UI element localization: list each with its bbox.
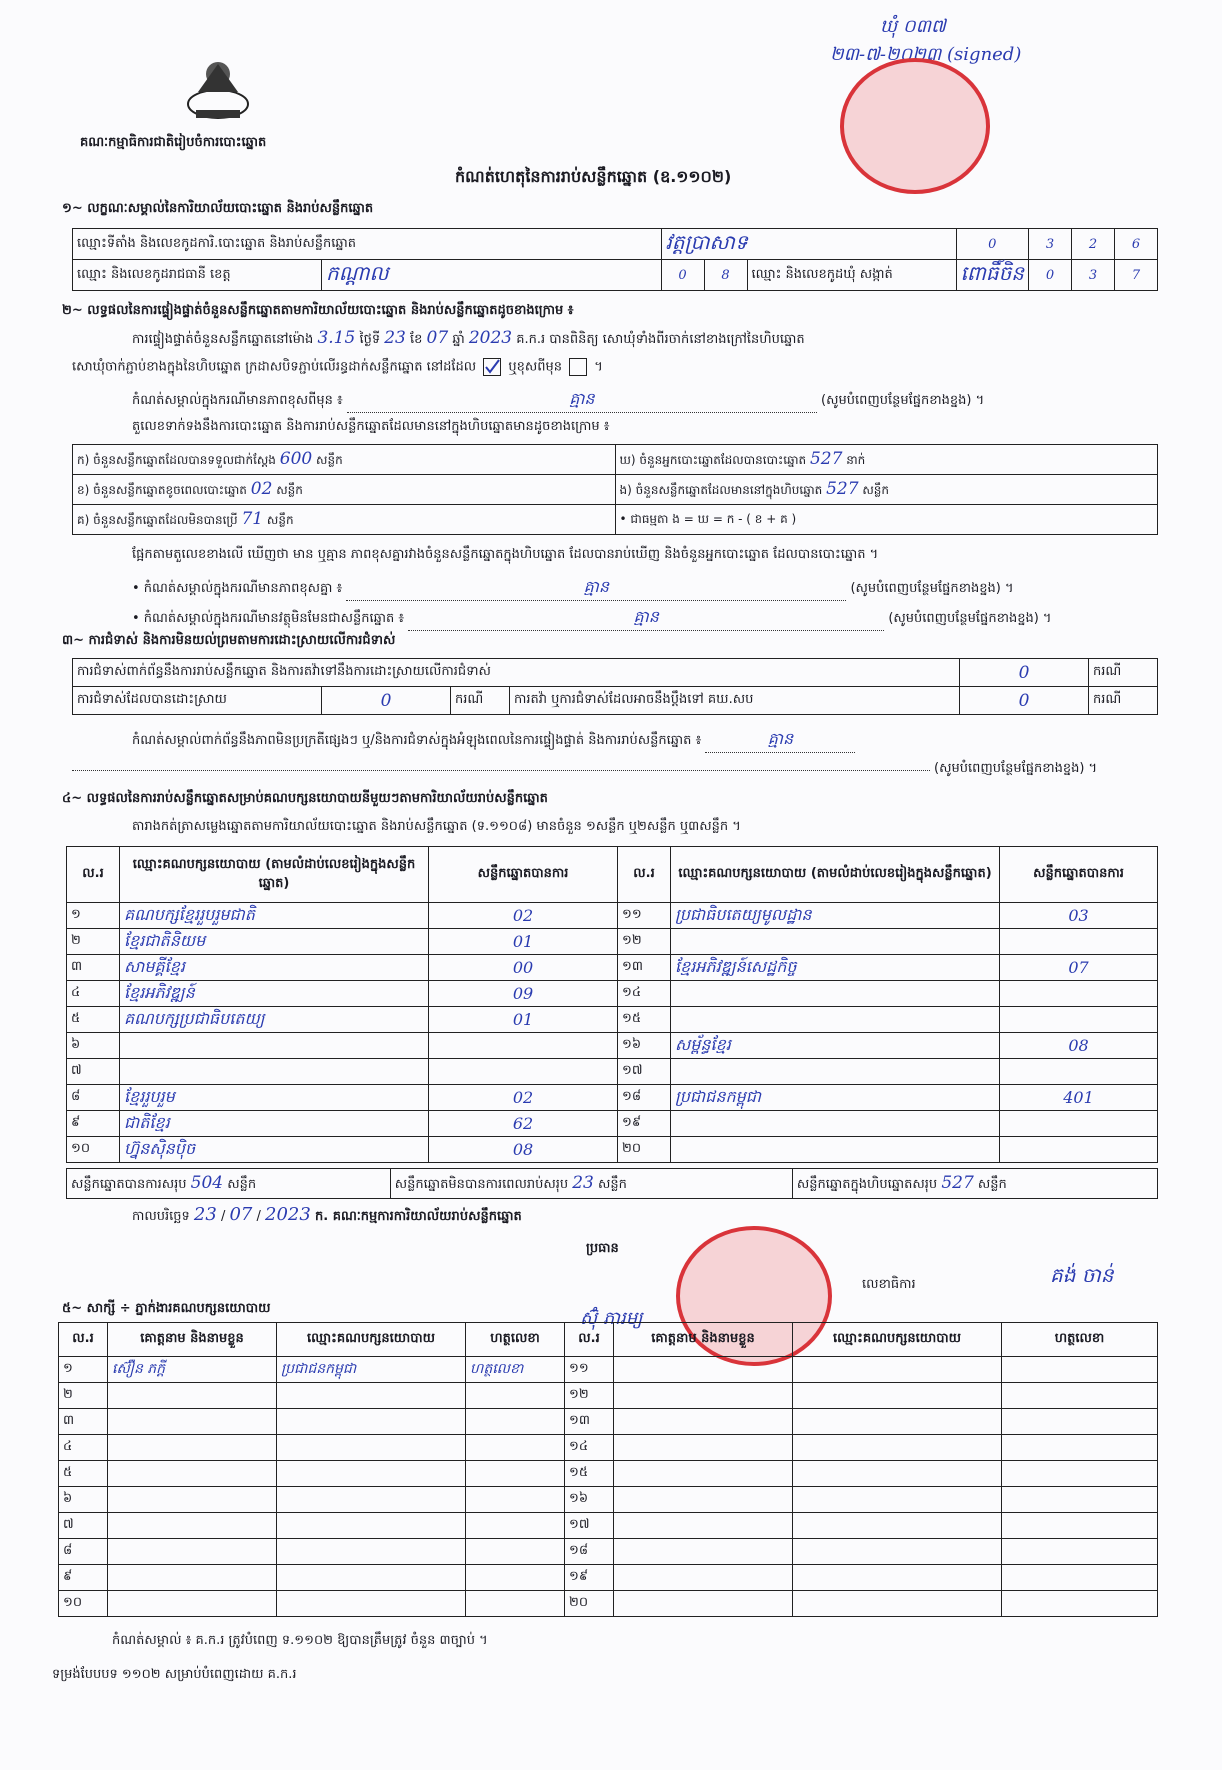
irregularity-continuation: [72, 770, 930, 771]
spoiled-unit: សន្លឹក: [276, 483, 303, 497]
result-party: សម្ព័ន្ធខ្មែរ: [671, 1033, 1000, 1059]
witness-name: ស៊ឿន ភក្ដី: [108, 1357, 277, 1383]
witness-no: ៧: [59, 1513, 108, 1539]
table-row: [67, 1007, 1158, 1033]
total-box-value: 527: [941, 1172, 974, 1193]
irregularity-label: កំណត់សម្គាល់ពាក់ព័ន្ធនឹងភាពមិនប្រក្រតីផ្សេងៗ ឬ/និងការជំទាស់ក្នុងអំឡុងពេលនៃការផ្ទៀងផ្ទាត់ និងការរាប់សន្លឹកឆ្នោត ៖: [132, 733, 702, 748]
result-no: ១: [67, 903, 120, 929]
station-code-2: 3: [1029, 229, 1072, 260]
result-party: [671, 1137, 1000, 1163]
result-no: ៥: [67, 1007, 120, 1033]
result-no: ៤: [67, 981, 120, 1007]
result-party: ប្រជាជនកម្ពុជា: [671, 1085, 1000, 1111]
result-no: ១៦: [618, 1033, 671, 1059]
witness-no: ៨: [59, 1539, 108, 1565]
station-name: វត្តប្រាសាទ: [661, 229, 956, 260]
col-votes-left: សន្លឹកឆ្នោតបានការ: [429, 847, 618, 903]
footer-form-code: ទម្រង់បែបបទ ១១០២ សម្រាប់បំពេញដោយ គ.ក.រ: [52, 1667, 297, 1682]
witness-no: ១៨: [565, 1539, 614, 1565]
appeal-value: 0: [960, 687, 1089, 715]
table-row: [67, 1111, 1158, 1137]
result-no: ១០: [67, 1137, 120, 1163]
verification-prefix: ការផ្ទៀងផ្ទាត់ចំនួនសន្លឹកឆ្នោតនៅម៉ោង: [132, 332, 314, 347]
witness-signature: [466, 1435, 565, 1461]
witness-no: ៣: [59, 1409, 108, 1435]
total-box-unit: សន្លឹក: [977, 1176, 1007, 1192]
result-party: ខ្មែរជាតិនិយម: [120, 929, 429, 955]
change-note: [132, 388, 1162, 413]
in-box-label: ង) ចំនួនសន្លឹកឆ្នោតដែលមាននៅក្នុងហិបឆ្នោត: [619, 483, 823, 497]
objections-table: [72, 658, 1158, 715]
appeal-unit: ករណី: [1089, 687, 1158, 715]
witness-name: [614, 1461, 793, 1487]
total-invalid-label: សន្លឹកឆ្នោតមិនបានការពេលរាប់សរុប: [394, 1176, 569, 1192]
verification-line: [132, 328, 1162, 350]
section1-title: ១~ លក្ខណៈសម្គាល់នៃការិយាល័យបោះឆ្នោត និងរាប់សន្លឹកឆ្នោត: [62, 201, 374, 216]
witness-name: [614, 1435, 793, 1461]
witness-name: [614, 1487, 793, 1513]
date-year: 2023: [265, 1204, 311, 1225]
commune-code-2: 3: [1072, 260, 1115, 291]
witness-signature: ហត្ថលេខា: [466, 1357, 565, 1383]
committee-signoff: ក. គណៈកម្មការការិយាល័យរាប់សន្លឹកឆ្នោត: [314, 1209, 522, 1224]
witness-name: [614, 1591, 793, 1617]
result-no: ៣: [67, 955, 120, 981]
table-row: [67, 929, 1158, 955]
witness-signature: [1002, 1591, 1158, 1617]
chair-signature: ស៊ុំ ភារម្យ: [580, 1308, 643, 1329]
table-row: [59, 1435, 1158, 1461]
commune-name: ពោធិ៍ចិន: [956, 260, 1028, 291]
witness-signature: [1002, 1487, 1158, 1513]
irregularity-hint: (សូមបំពេញបន្ថែមផ្នែកខាងខ្នង) ។: [934, 761, 1098, 776]
date-month: 07: [229, 1204, 253, 1225]
witness-party: [277, 1565, 466, 1591]
result-no: ១៣: [618, 955, 671, 981]
received-label: ក) ចំនួនសន្លឹកឆ្នោតដែលបានទទួលជាក់ស្ដែង: [77, 453, 276, 467]
witness-no: ១៧: [565, 1513, 614, 1539]
result-no: ៨: [67, 1085, 120, 1111]
witness-no: ៩: [59, 1565, 108, 1591]
w-col-no-left: ល.រ: [59, 1323, 108, 1357]
totals-row: [66, 1168, 1158, 1199]
witness-party: ប្រជាជនកម្ពុជា: [277, 1357, 466, 1383]
witness-party: [277, 1461, 466, 1487]
witness-party: [277, 1591, 466, 1617]
result-party: ខ្មែរអភិវឌ្ឍន៍: [120, 981, 429, 1007]
form-title: កំណត់ហេតុនៃការរាប់សន្លឹកឆ្នោត (ឧ.១១០២): [455, 167, 732, 186]
witness-name: [108, 1435, 277, 1461]
w-col-sign-right: ហត្ថលេខា: [1002, 1323, 1158, 1357]
total-invalid-value: 23: [572, 1172, 594, 1193]
witness-no: ២០: [565, 1591, 614, 1617]
witness-name: [108, 1591, 277, 1617]
witness-party: [277, 1383, 466, 1409]
witness-no: ១: [59, 1357, 108, 1383]
objection-unit: ករណី: [1089, 659, 1158, 687]
witness-name: [614, 1409, 793, 1435]
witness-signature: [1002, 1461, 1158, 1487]
table-row: [59, 1539, 1158, 1565]
year-label: ឆ្នាំ: [452, 332, 465, 347]
day-label: ថ្ងៃទី: [359, 332, 381, 347]
result-party: [671, 1059, 1000, 1085]
result-votes: 401: [1000, 1085, 1158, 1111]
result-votes: [429, 1059, 618, 1085]
station-code-1: 0: [956, 229, 1028, 260]
results-table: [66, 846, 1158, 1163]
witness-no: ៦: [59, 1487, 108, 1513]
result-no: ១២: [618, 929, 671, 955]
figures-table: [72, 444, 1158, 535]
spoiled-label: ខ) ចំនួនសន្លឹកឆ្នោតខូចពេលបោះឆ្នោត: [77, 483, 247, 497]
table-row: [67, 1059, 1158, 1085]
result-votes: [1000, 1137, 1158, 1163]
witness-party: [793, 1383, 1002, 1409]
witness-no: ១៥: [565, 1461, 614, 1487]
witness-party: [277, 1409, 466, 1435]
witness-name: [614, 1565, 793, 1591]
section3-title: ៣~ ការជំទាស់ និងការមិនយល់ព្រមតាមការដោះស្រាយលើការជំទាស់: [62, 633, 396, 648]
result-party: គណបក្សខ្មែររួបរួមជាតិ: [120, 903, 429, 929]
result-votes: 02: [429, 1085, 618, 1111]
table-row: [67, 903, 1158, 929]
result-votes: 01: [429, 1007, 618, 1033]
result-votes: [1000, 1111, 1158, 1137]
w-col-party-left: ឈ្មោះគណបក្សនយោបាយ: [277, 1323, 466, 1357]
foreign-hint: (សូមបំពេញបន្ថែមផ្នែកខាងខ្នង) ។: [888, 611, 1052, 626]
total-box-label: សន្លឹកឆ្នោតក្នុងហិបឆ្នោតសរុប: [796, 1176, 938, 1192]
table-row: [67, 1085, 1158, 1111]
witness-no: ១៩: [565, 1565, 614, 1591]
result-party: ហ្វ៊ុនស៊ិនប៉ិច: [120, 1137, 429, 1163]
witness-name: [108, 1409, 277, 1435]
result-no: ១១: [618, 903, 671, 929]
section5-title: ៥~ សាក្សី ÷ ភ្នាក់ងារគណបក្សនយោបាយ: [62, 1301, 271, 1316]
result-party: គណបក្សប្រជាធិបតេយ្យ: [120, 1007, 429, 1033]
table-row: [59, 1409, 1158, 1435]
objection-label: ការជំទាស់ពាក់ព័ន្ធនឹងការរាប់សន្លឹកឆ្នោត និងការតវ៉ាទៅនឹងការដោះស្រាយលើការជំទាស់: [73, 659, 960, 687]
w-col-name-left: គោត្តនាម និងនាមខ្លួន: [108, 1323, 277, 1357]
result-no: ១៩: [618, 1111, 671, 1137]
unused-unit: សន្លឹក: [266, 513, 294, 527]
result-votes: 62: [429, 1111, 618, 1137]
date-line: កាលបរិច្ឆេទ 23 / 07 / 2023 ក. គណៈកម្មការការិយាល័យរាប់សន្លឹកឆ្នោត: [132, 1204, 522, 1225]
unused-value: 71: [241, 509, 264, 529]
col-no-right: ល.រ: [618, 847, 671, 903]
foreign-note: [132, 606, 1051, 631]
result-no: ១៥: [618, 1007, 671, 1033]
result-votes: 09: [429, 981, 618, 1007]
result-party: ខ្មែរអភិវឌ្ឍន៍សេដ្ឋកិច្ច: [671, 955, 1000, 981]
result-party: [671, 981, 1000, 1007]
result-party: [671, 1111, 1000, 1137]
witness-name: [108, 1383, 277, 1409]
irregularity-note: [132, 728, 855, 753]
voters-value: 527: [809, 449, 843, 469]
appeal-label: ការតវ៉ា ឬការជំទាស់ដែលអាចនឹងប្ដឹងទៅ គឃ.សប: [510, 687, 960, 715]
commune-code-3: 7: [1115, 260, 1158, 291]
table-row: [59, 1487, 1158, 1513]
station-code-4: 6: [1115, 229, 1158, 260]
table-row: [67, 1137, 1158, 1163]
result-votes: [429, 1033, 618, 1059]
seal-line: សោឃុំចាក់ភ្ជាប់ខាងក្នុងនៃហិបឆ្នោត ក្រដាសបិទភ្ជាប់លើរន្ធដាក់សន្លឹកឆ្នោត នៅដដែល ឬខុសពីមុន ។: [72, 359, 603, 375]
table-row: [59, 1357, 1158, 1383]
date-day: 23: [193, 1204, 217, 1225]
result-party: សាមគ្គីខ្មែរ: [120, 955, 429, 981]
w-col-sign-left: ហត្ថលេខា: [466, 1323, 565, 1357]
committee-name: គណៈកម្មាធិការជាតិរៀបចំការបោះឆ្នោត: [80, 135, 267, 150]
result-no: ២: [67, 929, 120, 955]
witness-party: [793, 1513, 1002, 1539]
witness-party: [793, 1487, 1002, 1513]
result-party: ជាតិខ្មែរ: [120, 1111, 429, 1137]
table-row: [59, 1461, 1158, 1487]
witness-name: [108, 1487, 277, 1513]
witness-party: [793, 1461, 1002, 1487]
result-no: ១៤: [618, 981, 671, 1007]
objection-value: 0: [960, 659, 1089, 687]
result-votes: [1000, 1059, 1158, 1085]
table-row: [67, 981, 1158, 1007]
witness-signature: [466, 1409, 565, 1435]
witness-no: ១០: [59, 1591, 108, 1617]
w-col-party-right: ឈ្មោះគណបក្សនយោបាយ: [793, 1323, 1002, 1357]
corner-note-2: ២៣-៧-២០២៣ (signed): [830, 44, 1022, 65]
result-no: ៩: [67, 1111, 120, 1137]
date-label: កាលបរិច្ឆេទ: [132, 1209, 190, 1224]
unused-label: គ) ចំនួនសន្លឹកឆ្នោតដែលមិនបានប្រើ: [77, 513, 238, 527]
witness-signature: [466, 1487, 565, 1513]
spoiled-value: 02: [250, 479, 273, 499]
witness-party: [277, 1487, 466, 1513]
result-party: ខ្មែររួបរួម: [120, 1085, 429, 1111]
corner-note: ឃុំ ០៣៧: [880, 16, 946, 37]
witness-name: [614, 1357, 793, 1383]
result-party: [671, 929, 1000, 955]
table-row: [67, 955, 1158, 981]
resolved-unit: ករណី: [451, 687, 510, 715]
witness-no: ១២: [565, 1383, 614, 1409]
secretary-signature: គង់ ចាន់: [1050, 1263, 1114, 1287]
witness-name: [108, 1539, 277, 1565]
verification-year: 2023: [468, 328, 513, 348]
section4-title: ៤~ លទ្ធផលនៃការរាប់សន្លឹកឆ្នោតសម្រាប់គណបក្សនយោបាយនីមួយៗតាមការិយាល័យរាប់សន្លឹកឆ្នោត: [62, 791, 548, 806]
witness-name: [108, 1513, 277, 1539]
verification-month: 07: [426, 328, 449, 348]
station-code-3: 2: [1072, 229, 1115, 260]
witness-signature: [466, 1565, 565, 1591]
witness-signature: [1002, 1565, 1158, 1591]
w-col-name-right: គោត្តនាម និងនាមខ្លួន: [614, 1323, 793, 1357]
witness-signature: [466, 1461, 565, 1487]
result-no: ១៨: [618, 1085, 671, 1111]
result-no: ៧: [67, 1059, 120, 1085]
result-votes: 03: [1000, 903, 1158, 929]
table-row: [59, 1565, 1158, 1591]
witness-signature: [466, 1513, 565, 1539]
in-box-value: 527: [826, 479, 859, 499]
witness-no: ១៣: [565, 1409, 614, 1435]
change-note-label: កំណត់សម្គាល់ក្នុងករណីមានភាពខុសពីមុន ៖: [132, 393, 343, 408]
result-party: ប្រជាធិបតេយ្យមូលដ្ឋាន: [671, 903, 1000, 929]
witness-no: ១៦: [565, 1487, 614, 1513]
total-valid-unit: សន្លឹក: [227, 1176, 257, 1192]
result-no: ៦: [67, 1033, 120, 1059]
unchanged-checkbox[interactable]: [483, 358, 501, 376]
witness-no: ១៤: [565, 1435, 614, 1461]
total-valid-value: 504: [190, 1172, 224, 1193]
received-value: 600: [279, 449, 313, 469]
witness-no: ៥: [59, 1461, 108, 1487]
witness-name: [614, 1539, 793, 1565]
witness-party: [793, 1591, 1002, 1617]
witness-name: [108, 1565, 277, 1591]
witness-signature: [1002, 1383, 1158, 1409]
table-row: [59, 1513, 1158, 1539]
verification-time: 3.15: [317, 328, 356, 348]
official-stamp-top: [840, 58, 990, 194]
commune-code-1: 0: [1029, 260, 1072, 291]
result-party: [671, 1007, 1000, 1033]
chair-label: ប្រធាន: [586, 1241, 619, 1256]
witness-party: [277, 1539, 466, 1565]
change-note-hint: (សូមបំពេញបន្ថែមផ្នែកខាងខ្នង) ។: [821, 393, 985, 408]
witness-signature: [1002, 1409, 1158, 1435]
result-votes: 07: [1000, 955, 1158, 981]
witness-table: [58, 1322, 1158, 1617]
difference-hint: (សូមបំពេញបន្ថែមផ្នែកខាងខ្នង) ។: [850, 581, 1014, 596]
province-label: ឈ្មោះ និងលេខកូដរាជធានី ខេត្ត: [73, 260, 322, 291]
changed-checkbox[interactable]: [569, 358, 587, 376]
result-no: ២០: [618, 1137, 671, 1163]
province-name: កណ្ដាល: [322, 260, 662, 291]
total-valid-label: សន្លឹកឆ្នោតបានការសរុប: [71, 1176, 187, 1192]
secretary-label: លេខាធិការ: [862, 1277, 916, 1292]
result-votes: [1000, 981, 1158, 1007]
witness-no: ១១: [565, 1357, 614, 1383]
witness-party: [793, 1409, 1002, 1435]
witness-party: [793, 1565, 1002, 1591]
col-party-left: ឈ្មោះគណបក្សនយោបាយ (តាមលំដាប់លេខរៀងក្នុងសន្លឹកឆ្នោត): [120, 847, 429, 903]
result-votes: [1000, 1007, 1158, 1033]
change-note-value: គ្មាន: [347, 388, 817, 413]
witness-signature: [1002, 1357, 1158, 1383]
witness-party: [277, 1435, 466, 1461]
seal-text: សោឃុំចាក់ភ្ជាប់ខាងក្នុងនៃហិបឆ្នោត ក្រដាសបិទភ្ជាប់លើរន្ធដាក់សន្លឹកឆ្នោត នៅដដែល: [72, 359, 477, 375]
witness-signature: [1002, 1539, 1158, 1565]
witness-signature: [466, 1383, 565, 1409]
col-votes-right: សន្លឹកឆ្នោតបានការ: [1000, 847, 1158, 903]
result-party: [120, 1033, 429, 1059]
voters-label: ឃ) ចំនួនអ្នកបោះឆ្នោតដែលបានបោះឆ្នោត: [619, 453, 807, 467]
result-votes: 00: [429, 955, 618, 981]
station-label: ឈ្មោះទីតាំង និងលេខកូដការិ.បោះឆ្នោត និងរាប់សន្លឹកឆ្នោត: [73, 229, 662, 260]
w-col-no-right: ល.រ: [565, 1323, 614, 1357]
result-votes: 08: [429, 1137, 618, 1163]
resolved-label: ការជំទាស់ដែលបានដោះស្រាយ: [73, 687, 322, 715]
result-votes: 02: [429, 903, 618, 929]
resolved-value: 0: [322, 687, 451, 715]
voters-unit: នាក់: [846, 453, 866, 467]
month-label: ខែ: [410, 332, 423, 347]
foreign-value: គ្មាន: [408, 606, 884, 631]
foreign-label: • កំណត់សម្គាល់ក្នុងករណីមានវត្ថុមិនមែនជាសន្លឹកឆ្នោត ៖: [132, 611, 405, 626]
witness-name: [614, 1383, 793, 1409]
witness-party: [793, 1435, 1002, 1461]
figures-intro: តួលេខទាក់ទងនឹងការបោះឆ្នោត និងការរាប់សន្លឹកឆ្នោតដែលមាននៅក្នុងហិបឆ្នោតមានដូចខាងក្រោម ៖: [132, 419, 610, 434]
section2-title: ២~ លទ្ធផលនៃការផ្ទៀងផ្ទាត់ចំនួនសន្លឹកឆ្នោតតាមការិយាល័យបោះឆ្នោត និងរាប់សន្លឹកឆ្នោតដូចខាងក្រោម ៖: [62, 303, 574, 318]
result-no: ១៧: [618, 1059, 671, 1085]
footer-note: កំណត់សម្គាល់ ៖ គ.ក.រ ត្រូវបំពេញ ទ.១១០២ ឱ្យបានត្រឹមត្រូវ ចំនួន ៣ច្បាប់ ។: [112, 1633, 488, 1648]
table-row: [67, 1033, 1158, 1059]
verification-suffix: គ.ក.រ បានពិនិត្យ សោឃុំទាំងពីរចាក់នៅខាងក្រៅនៃហិបឆ្នោត: [516, 332, 805, 347]
commune-label: ឈ្មោះ និងលេខកូដឃុំ សង្កាត់: [747, 260, 956, 291]
province-code-1: 0: [661, 260, 704, 291]
result-party: [120, 1059, 429, 1085]
total-invalid-unit: សន្លឹក: [598, 1176, 627, 1192]
received-unit: សន្លឹក: [316, 453, 343, 467]
verification-day: 23: [384, 328, 406, 348]
changed-label: ឬខុសពីមុន: [508, 359, 563, 375]
difference-value: គ្មាន: [346, 576, 846, 601]
in-box-unit: សន្លឹក: [862, 483, 890, 497]
table-row: [59, 1383, 1158, 1409]
table-row: [59, 1591, 1158, 1617]
witness-signature: [1002, 1513, 1158, 1539]
col-no-left: ល.រ: [67, 847, 120, 903]
formula-text: • ជាធម្មតា ង = ឃ = ក - ( ខ + គ ): [619, 511, 797, 526]
province-code-2: 8: [704, 260, 747, 291]
witness-signature: [1002, 1435, 1158, 1461]
col-party-right: ឈ្មោះគណបក្សនយោបាយ (តាមលំដាប់លេខរៀងក្នុងសន្លឹកឆ្នោត): [671, 847, 1000, 903]
witness-no: ២: [59, 1383, 108, 1409]
section1-table: [72, 228, 1158, 291]
witness-party: [793, 1357, 1002, 1383]
witness-party: [793, 1539, 1002, 1565]
comparison-line: ផ្អែកតាមតួលេខខាងលើ ឃើញថា មាន ឬគ្មាន ភាពខុសគ្នារវាងចំនួនសន្លឹកឆ្នោតក្នុងហិបឆ្នោត ដែលបានរាប់ឃើញ និងចំនួនអ្នកបោះឆ្នោត ដែលបានបោះឆ្នោត ។: [132, 547, 879, 562]
witness-name: [614, 1513, 793, 1539]
nec-emblem-icon: [178, 52, 258, 124]
witness-party: [277, 1513, 466, 1539]
witness-name: [108, 1461, 277, 1487]
irregularity-value: គ្មាន: [705, 728, 855, 753]
result-votes: [1000, 929, 1158, 955]
result-votes: 08: [1000, 1033, 1158, 1059]
witness-signature: [466, 1591, 565, 1617]
tally-sheet-line: តារាងកត់ត្រាសម្លេងឆ្នោតតាមការិយាល័យបោះឆ្នោត និងរាប់សន្លឹកឆ្នោត (ទ.១១០៨) មានចំនួន ១សន្លឹក ឬ២សន្លឹក ឬ៣សន្លឹក ។: [132, 819, 741, 834]
witness-no: ៤: [59, 1435, 108, 1461]
difference-label: • កំណត់សម្គាល់ក្នុងករណីមានភាពខុសគ្នា ៖: [132, 581, 343, 596]
result-votes: 01: [429, 929, 618, 955]
difference-note: [132, 576, 1014, 601]
witness-signature: [466, 1539, 565, 1565]
